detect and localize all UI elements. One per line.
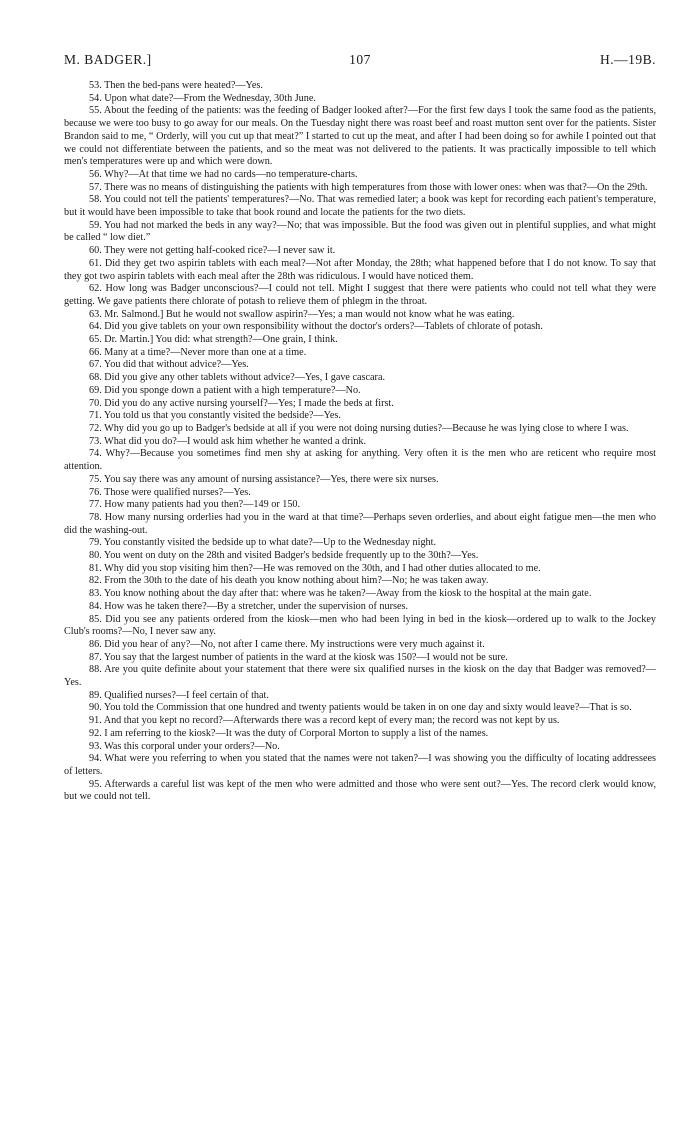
testimony-paragraph: 67. You did that without advice?—Yes.	[89, 359, 249, 371]
testimony-paragraph: 59. You had not marked the beds in any way?—No; that was impossible. But the food was given out in plentiful supplies, and what might be called “ low diet.”	[64, 219, 656, 244]
testimony-paragraph: 74. Why?—Because you sometimes find men shy at asking for anything. Very often it is the men who are reticent who require most attention.	[64, 448, 656, 473]
testimony-paragraph: 78. How many nursing orderlies had you in the ward at that time?—Perhaps seven orderlies, and about eight fatigue men—the men who did the washing-out.	[64, 511, 656, 536]
testimony-paragraph: 79. You constantly visited the bedside up to what date?—Up to the Wednesday night.	[89, 537, 437, 549]
testimony-paragraph: 58. You could not tell the patients' temperatures?—No. That was remedied later; a book was kept for recording each patient's temperature, but it would have been impossible to take that book round and locate the patients for the two diets.	[64, 194, 656, 219]
testimony-paragraph: 65. Dr. Martin.] You did: what strength?—One grain, I think.	[89, 334, 338, 346]
page-header	[64, 52, 656, 72]
testimony-paragraph: 81. Why did you stop visiting him then?—He was removed on the 30th, and I had other duties allocated to me.	[89, 562, 541, 574]
header-witness-name: M. BADGER.]	[64, 52, 152, 67]
testimony-paragraph: 90. You told the Commission that one hundred and twenty patients would be taken in on one day and sixty would leave?—That is so.	[89, 702, 632, 714]
testimony-paragraph: 64. Did you give tablets on your own responsibility without the doctor's orders?—Tablets of chlorate of potash.	[89, 321, 543, 333]
testimony-paragraph: 91. And that you kept no record?—Afterwards there was a record kept of every man; the record was not kept by us.	[89, 715, 560, 727]
testimony-paragraph: 72. Why did you go up to Badger's bedside at all if you were not doing nursing duties?—Because he was lying close to where I was.	[89, 422, 629, 434]
testimony-paragraph: 68. Did you give any other tablets without advice?—Yes, I gave cascara.	[89, 372, 386, 384]
testimony-paragraph: 87. You say that the largest number of patients in the ward at the kiosk was 150?—I would not be sure.	[89, 651, 508, 663]
testimony-paragraph: 93. Was this corporal under your orders?—No.	[89, 740, 280, 752]
testimony-paragraph: 63. Mr. Salmond.] But he would not swallow aspirin?—Yes; a man would not know what he was eating.	[89, 308, 515, 320]
testimony-paragraph: 92. I am referring to the kiosk?—It was the duty of Corporal Morton to supply a list of the names.	[89, 727, 489, 739]
testimony-paragraph: 85. Did you see any patients ordered from the kiosk—men who had been lying in bed in the kiosk—ordered up to walk to the Jockey Club's rooms?—No, I never saw any.	[64, 613, 656, 638]
testimony-paragraph: 88. Are you quite definite about your statement that there were six qualified nurses in the kiosk on the day that Badger was removed?—Yes.	[64, 664, 656, 689]
testimony-paragraph: 89. Qualified nurses?—I feel certain of that.	[89, 689, 269, 701]
testimony-paragraph: 95. Afterwards a careful list was kept of the men who were admitted and those who were sent out?—Yes. The record clerk would know, but we could not tell.	[64, 778, 656, 803]
testimony-paragraph: 71. You told us that you constantly visited the bedside?—Yes.	[89, 410, 341, 422]
testimony-paragraph: 82. From the 30th to the date of his death you know nothing about him?—No; he was taken away.	[89, 575, 489, 587]
testimony-paragraph: 53. Then the bed-pans were heated?—Yes.	[89, 80, 263, 91]
testimony-paragraph: 73. What did you do?—I would ask him whether he wanted a drink.	[89, 435, 367, 447]
testimony-paragraph: 75. You say there was any amount of nursing assistance?—Yes, there were six nurses.	[89, 473, 439, 485]
testimony-paragraph: 60. They were not getting half-cooked rice?—I never saw it.	[89, 245, 336, 257]
document-reference: H.—19B.	[599, 52, 656, 67]
testimony-paragraph: 76. Those were qualified nurses?—Yes.	[89, 486, 251, 498]
testimony-paragraph: 56. Why?—At that time we had no cards—no temperature-charts.	[89, 168, 358, 180]
testimony-paragraph: 54. Upon what date?—From the Wednesday, 30th June.	[89, 92, 316, 104]
testimony-paragraph: 69. Did you sponge down a patient with a high temperature?—No.	[89, 384, 361, 396]
testimony-paragraph: 57. There was no means of distinguishing the patients with high temperatures from those with lower ones: when was that?—On the 29th.	[89, 181, 648, 193]
testimony-body	[64, 80, 656, 804]
testimony-paragraph: 55. About the feeding of the patients: was the feeding of Badger looked after?—For the first few days I took the same food as the patients, because we were too busy to go away for our meals. On the Tuesday night there was roast beef and roast mutton sent over for the patients. Sister Brandon said to me, “ Orderly, will you cut up that meat?” I started to cut up the meat, and after I had been doing so for awhile I pointed out that we could not differentiate between the patients, and so the meat was not delivered to the patients. It was practically impossible to tell which men's temperatures were up and which were down.	[64, 105, 656, 168]
testimony-paragraph: 66. Many at a time?—Never more than one at a time.	[89, 346, 307, 358]
page-number: 107	[349, 52, 371, 67]
testimony-paragraph: 61. Did they get two aspirin tablets with each meal?—Not after Monday, the 28th; what happened before that I do not know. To say that they got two aspirin tablets with each meal after the 28th was ridiculous. I would have noticed them.	[64, 257, 656, 282]
testimony-paragraph: 80. You went on duty on the 28th and visited Badger's bedside frequently up to the 30th?—Yes.	[89, 550, 479, 562]
testimony-paragraph: 83. You know nothing about the day after that: where was he taken?—Away from the kiosk to the hospital at the main gate.	[89, 588, 592, 600]
testimony-paragraph: 62. How long was Badger unconscious?—I could not tell. Might I suggest that there were patients who could not tell what they were getting. We gave patients there chlorate of potash to relieve them of phlegm in the throat.	[64, 283, 656, 307]
testimony-paragraph: 94. What were you referring to when you stated that the names were not taken?—I was showing you the difficulty of locating addressees of letters.	[64, 753, 656, 777]
testimony-paragraph: 84. How was he taken there?—By a stretcher, under the supervision of nurses.	[89, 600, 408, 612]
testimony-paragraph: 77. How many patients had you then?—149 or 150.	[89, 499, 301, 511]
testimony-paragraph: 70. Did you do any active nursing yourself?—Yes; I made the beds at first.	[89, 397, 394, 409]
testimony-paragraph: 86. Did you hear of any?—No, not after I came there. My instructions were very much against it.	[89, 638, 485, 650]
